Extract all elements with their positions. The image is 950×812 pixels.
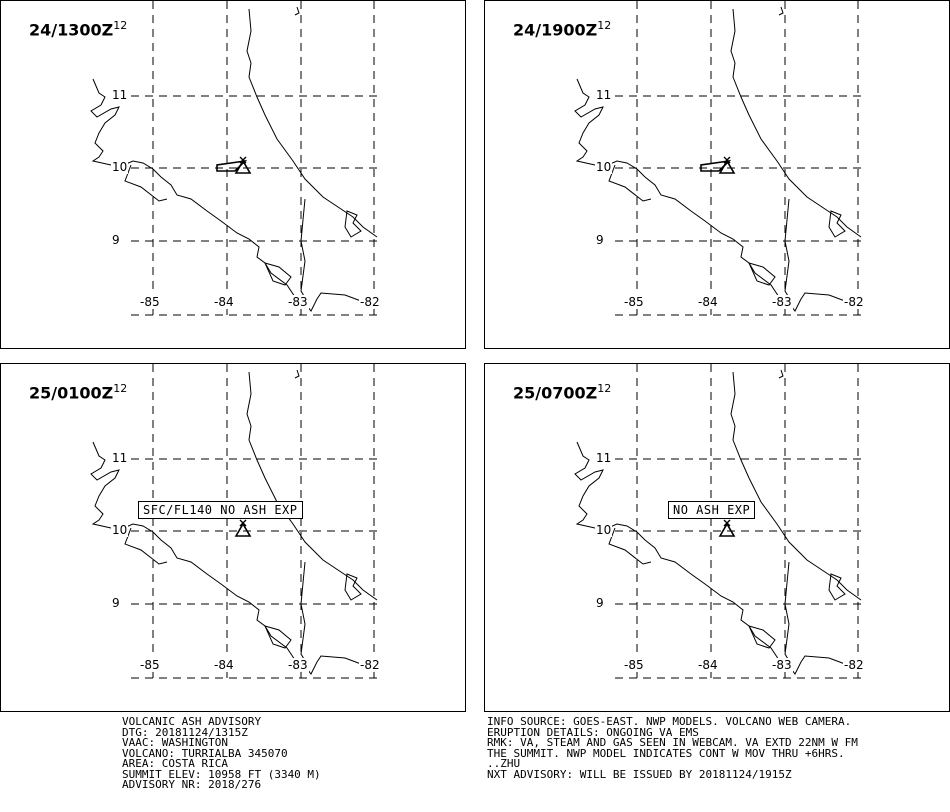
island-outline — [829, 574, 845, 600]
advisory-line: VOLCANIC ASH ADVISORY — [122, 715, 262, 728]
island-outline — [749, 263, 775, 285]
longitude-label: -83 — [772, 295, 792, 309]
longitude-label: -85 — [624, 658, 644, 672]
island-outline — [345, 574, 361, 600]
ash-forecast-label: SFC/FL140 NO ASH EXP — [138, 501, 303, 519]
latitude-label: 9 — [112, 596, 120, 610]
coastline — [125, 528, 167, 564]
coastline — [301, 562, 307, 664]
longitude-label: -85 — [140, 658, 160, 672]
island-outline — [345, 211, 361, 237]
latitude-label: 9 — [596, 233, 604, 247]
map-panel-2 — [484, 0, 950, 349]
latitude-label: 10 — [596, 160, 612, 174]
longitude-label: -82 — [360, 658, 380, 672]
coastline — [609, 165, 651, 201]
island-outline — [265, 626, 291, 648]
map-panel-3 — [0, 363, 466, 712]
coastline — [785, 562, 791, 664]
longitude-label: -83 — [288, 295, 308, 309]
latitude-label: 10 — [112, 523, 128, 537]
coastline — [125, 165, 167, 201]
panel-title: $25/0100Z^{12}$ — [29, 382, 128, 403]
island-outline — [265, 263, 291, 285]
advisory-details-block — [487, 717, 858, 780]
advisory-line: ..ZHU — [487, 757, 521, 770]
latitude-label: 9 — [596, 596, 604, 610]
longitude-label: -84 — [214, 658, 234, 672]
advisory-line: ADVISORY NR: 2018/276 — [122, 778, 262, 791]
map-panel-1 — [0, 0, 466, 349]
latitude-label: 11 — [596, 451, 612, 465]
advisory-line: VAAC: WASHINGTON — [122, 736, 228, 749]
island-outline — [829, 211, 845, 237]
advisory-line: RMK: VA, STEAM AND GAS SEEN IN WEBCAM. VA EXTD 22NM W FM — [487, 736, 858, 749]
latitude-label: 9 — [112, 233, 120, 247]
coastline — [295, 370, 299, 378]
longitude-label: -82 — [360, 295, 380, 309]
panel-title: $25/0700Z^{12}$ — [513, 382, 612, 403]
advisory-line: THE SUMMIT. NWP MODEL INDICATES CONT W MOV THRU +6HRS. — [487, 746, 845, 760]
longitude-label: -82 — [844, 658, 864, 672]
latitude-label: 11 — [112, 451, 128, 465]
advisory-line: AREA: COSTA RICA — [122, 757, 228, 770]
longitude-label: -82 — [844, 295, 864, 309]
advisory-line: INFO SOURCE: GOES-EAST. NWP MODELS. VOLCANO WEB CAMERA. — [487, 715, 852, 728]
coastline — [731, 9, 861, 237]
map-panel-4 — [484, 363, 950, 712]
longitude-label: -84 — [698, 295, 718, 309]
coastline — [785, 199, 791, 301]
coastline — [247, 372, 377, 600]
latitude-label: 11 — [596, 88, 612, 102]
ash-forecast-label: NO ASH EXP — [668, 501, 755, 519]
volcano-icon — [720, 524, 734, 536]
latitude-label: 11 — [112, 88, 128, 102]
advisory-line: DTG: 20181124/1315Z — [122, 725, 248, 739]
coastline — [779, 7, 783, 15]
advisory-line: ERUPTION DETAILS: ONGOING VA EMS — [487, 725, 699, 739]
panel-title: $24/1300Z^{12}$ — [29, 19, 128, 40]
longitude-label: -84 — [214, 295, 234, 309]
advisory-header-block — [122, 717, 321, 791]
island-outline — [749, 626, 775, 648]
coastline — [247, 9, 377, 237]
longitude-label: -85 — [140, 295, 160, 309]
longitude-label: -83 — [772, 658, 792, 672]
panel-title: $24/1900Z^{12}$ — [513, 19, 612, 40]
advisory-line: NXT ADVISORY: WILL BE ISSUED BY 20181124/1915Z — [487, 767, 792, 781]
coastline — [609, 528, 651, 564]
volcano-icon — [236, 524, 250, 536]
longitude-label: -83 — [288, 658, 308, 672]
coastline — [731, 372, 861, 600]
coastline — [301, 199, 307, 301]
advisory-line: SUMMIT ELEV: 10958 FT (3340 M) — [122, 767, 321, 781]
latitude-label: 10 — [596, 523, 612, 537]
advisory-line: VOLCANO: TURRIALBA 345070 — [122, 746, 288, 760]
coastline — [779, 370, 783, 378]
longitude-label: -84 — [698, 658, 718, 672]
latitude-label: 10 — [112, 160, 128, 174]
longitude-label: -85 — [624, 295, 644, 309]
coastline — [295, 7, 299, 15]
